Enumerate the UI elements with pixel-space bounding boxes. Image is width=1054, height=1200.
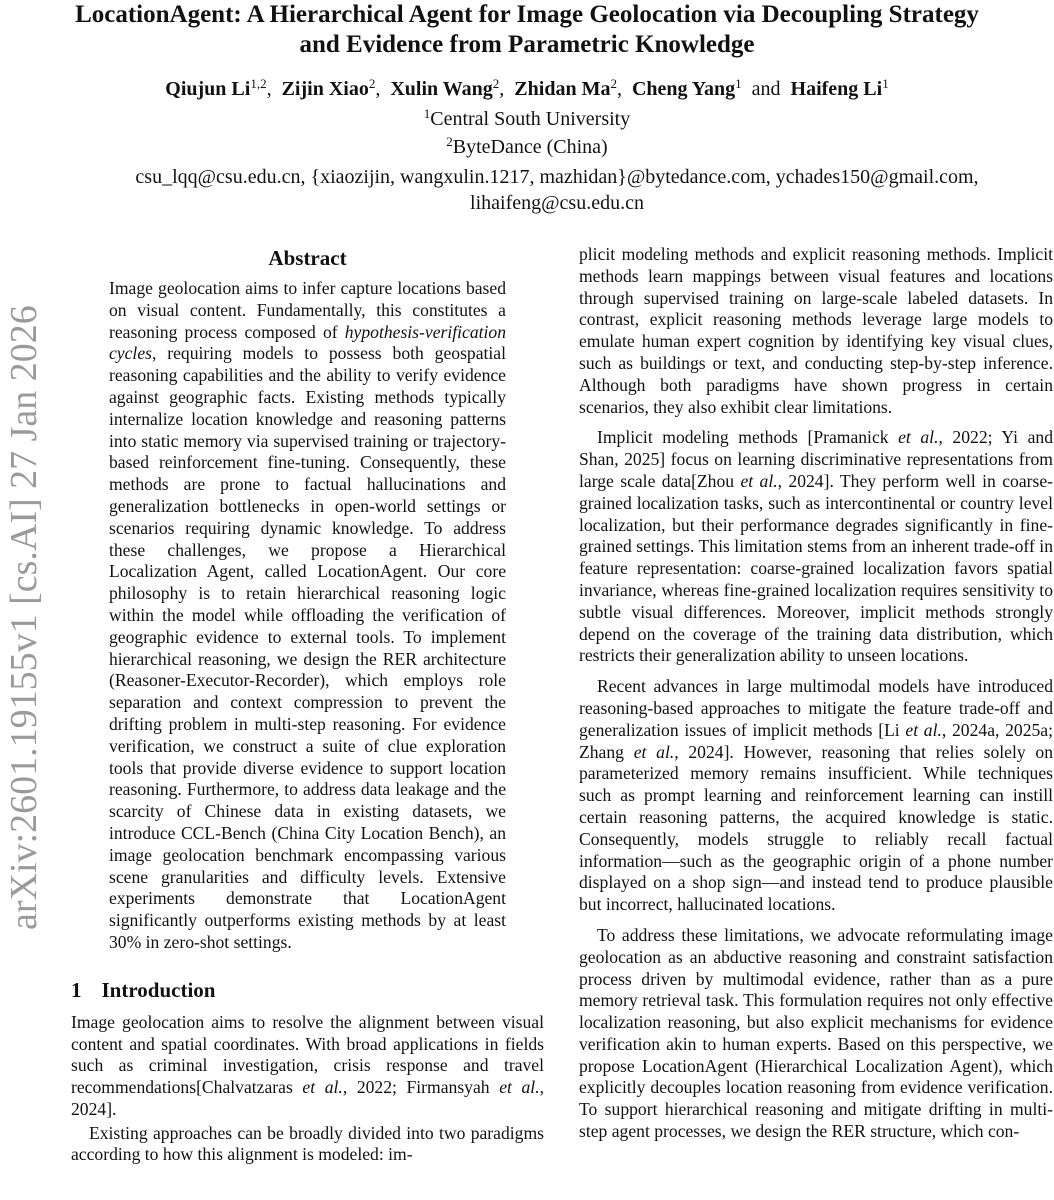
citation-etal: et al. [740, 470, 778, 491]
intro-paragraph-5: To address these limitations, we advocate reformulating image geolocation as an abductive reasoning and constraint satisfaction process driven by multimodal evidence, rather than as a pure memory retrieval task. This formulation requires not only effective localization reasoning, but also explicit mechanisms for evidence verification akin to human experts. Based on this perspective, we propose LocationAgent (Hierarchical Localization Agent), which explicitly decouples location reasoning from evidence verification. To support hierarchical reasoning and mitigate drifting in multi-step agent processes, we design the RER structure, which con- [579, 924, 1053, 1142]
abstract-text [109, 278, 506, 954]
author-name: Xulin Wang [390, 78, 493, 100]
left-column [71, 244, 544, 1166]
intro-paragraph-4 [579, 676, 1053, 916]
author-conjunction: and [751, 78, 781, 100]
author-affiliation-mark: 2 [492, 76, 500, 91]
paragraph-text: , 2024]. [71, 1077, 545, 1119]
citation-etal: et al. [898, 427, 939, 448]
intro-paragraph-2-start: Existing approaches can be broadly divided into two paradigms according to how this alignment is modeled: im- [71, 1122, 544, 1165]
author-name: Qiujun Li [165, 78, 251, 100]
intro-paragraph-1 [71, 1012, 544, 1121]
paragraph-text: Recent advances in large multimodal models have introduced reasoning-based approaches to mitigate the feature trade-off and generalization issues of implicit methods [Li [579, 676, 1053, 740]
author-separator: , [499, 78, 505, 100]
author-affiliation-mark: 2 [368, 76, 376, 91]
citation-etal: et al. [499, 1077, 540, 1098]
author-affiliation-mark: 1 [735, 76, 742, 91]
paragraph-text: , 2024]. However, reasoning that relies solely on parameterized memory remains insufficient. While techniques such as prompt learning and reinforcement learning can instill certain reasoning patterns, the acquired knowledge is static. Consequently, models struggle to reliably recall factual information—such as the geographic origin of a phone number displayed on a shop sign—and instead tend to produce plausible but incorrect, hallucinated locations. [579, 741, 1053, 915]
author-separator: , [266, 78, 272, 100]
abstract-emphasis: hypothesis-verification cycles [109, 321, 506, 364]
affiliation-1 [0, 106, 1054, 132]
author-list [0, 76, 1054, 102]
author-affiliation-mark: 1,2 [250, 76, 267, 91]
paragraph-text: , 2024]. They perform well in coarse-grained localization tasks, such as intercontinental or country level localization, but their performance degrades significantly in fine-grained settings. This limitation stems from an inherent trade-off in feature representation: coarse-grained localization favors spatial invariance, whereas fine-grained localization requires sensitivity to subtle visual differences. Moreover, implicit methods strongly depend on the coverage of the training data distribution, which restricts their generalization ability to unseen locations. [579, 470, 1053, 666]
email-line: csu_lqq@csu.edu.cn, {xiaozijin, wangxulin.1217, mazhidan}@bytedance.com, ychades150@gmail.com, [135, 166, 979, 188]
paragraph-text: Implicit modeling methods [Pramanick [597, 427, 899, 448]
paragraph-text: Image geolocation aims to resolve the alignment between visual content and spatial coordinates. With broad applications in fields such as criminal investigation, crisis response and travel recommendations[Chalvatzaras [71, 1011, 544, 1098]
affiliation-name: ByteDance (China) [452, 136, 608, 158]
author-affiliation-mark: 1 [882, 76, 889, 91]
author-emails [60, 164, 1054, 216]
section-heading-introduction [71, 976, 544, 1004]
citation-etal: et al. [905, 719, 942, 740]
email-line: lihaifeng@csu.edu.cn [470, 192, 644, 214]
citation-etal: et al. [302, 1077, 343, 1098]
intro-paragraph-3 [579, 427, 1053, 667]
author-separator: , [616, 78, 622, 100]
affiliation-name: Central South University [430, 108, 631, 130]
section-number: 1 [71, 977, 82, 1002]
paragraph-text: , 2022; Firmansyah [342, 1077, 500, 1098]
author-separator: , [375, 78, 381, 100]
intro-paragraph-2-end: plicit modeling methods and explicit reasoning methods. Implicit methods learn mappings between visual features and locations through supervised training on large-scale labeled datasets. In contrast, explicit reasoning methods leverage large models to emulate human expert cognition by identifying key visual clues, such as buildings or text, and conducting step-by-step inference. Although both paradigms have shown progress in certain scenarios, they also exhibit clear limitations. [579, 244, 1053, 417]
section-title: Introduction [101, 977, 216, 1002]
abstract-text-part: Image geolocation aims to infer capture locations based on visual content. Fundamentally, this constitutes a reasoning process composed of [109, 278, 506, 342]
author-affiliation-mark: 2 [610, 76, 617, 91]
affiliation-2 [0, 134, 1054, 160]
author-name: Cheng Yang [631, 78, 736, 100]
abstract-heading: Abstract [268, 246, 347, 270]
right-column [579, 244, 1053, 1143]
affiliation-mark: 1 [423, 106, 431, 121]
affiliation-mark: 2 [446, 134, 453, 149]
author-name: Haifeng Li [790, 78, 883, 100]
author-name: Zhidan Ma [514, 78, 611, 100]
paper-title: LocationAgent: A Hierarchical Agent for Image Geolocation via Decoupling Strategy and Evidence from Parametric Knowledge [75, 1, 979, 58]
arxiv-identifier: arXiv:2601.19155v1 [cs.AI] 27 Jan 2026 [3, 305, 45, 930]
author-name: Zijin Xiao [281, 78, 369, 100]
paragraph-text: , 2024a, 2025a; Zhang [579, 719, 1053, 762]
citation-etal: et al. [633, 741, 675, 762]
abstract-text-part: , requiring models to possess both geospatial reasoning capabilities and the ability to verify evidence against geographic facts. Existing methods typically internalize location knowledge and reasoning patterns into static memory via supervised training or trajectory-based reinforcement fine-tuning. Consequently, these methods are prone to factual hallucinations and generalization bottlenecks in open-world settings or scenarios requiring dynamic knowledge. To address these challenges, we propose a Hierarchical Localization Agent, called LocationAgent. Our core philosophy is to retain hierarchical reasoning logic within the model while offloading the verification of geographic evidence to external tools. To implement hierarchical reasoning, we design the RER architecture (Reasoner-Executor-Recorder), which employs role separation and context compression to prevent the drifting problem in multi-step reasoning. For evidence verification, we construct a suite of clue exploration tools that provide diverse evidence to support location reasoning. Furthermore, to address data leakage and the scarcity of Chinese data in existing datasets, we introduce CCL-Bench (China City Location Bench), an image geolocation benchmark encompassing various scene granularities and difficulty levels. Extensive experiments demonstrate that LocationAgent significantly outperforms existing methods by at least 30% in zero-shot settings. [109, 343, 506, 952]
paragraph-text: , 2022; Yi and Shan, 2025] focus on learning discriminative representations from large scale data[Zhou [579, 427, 1053, 491]
